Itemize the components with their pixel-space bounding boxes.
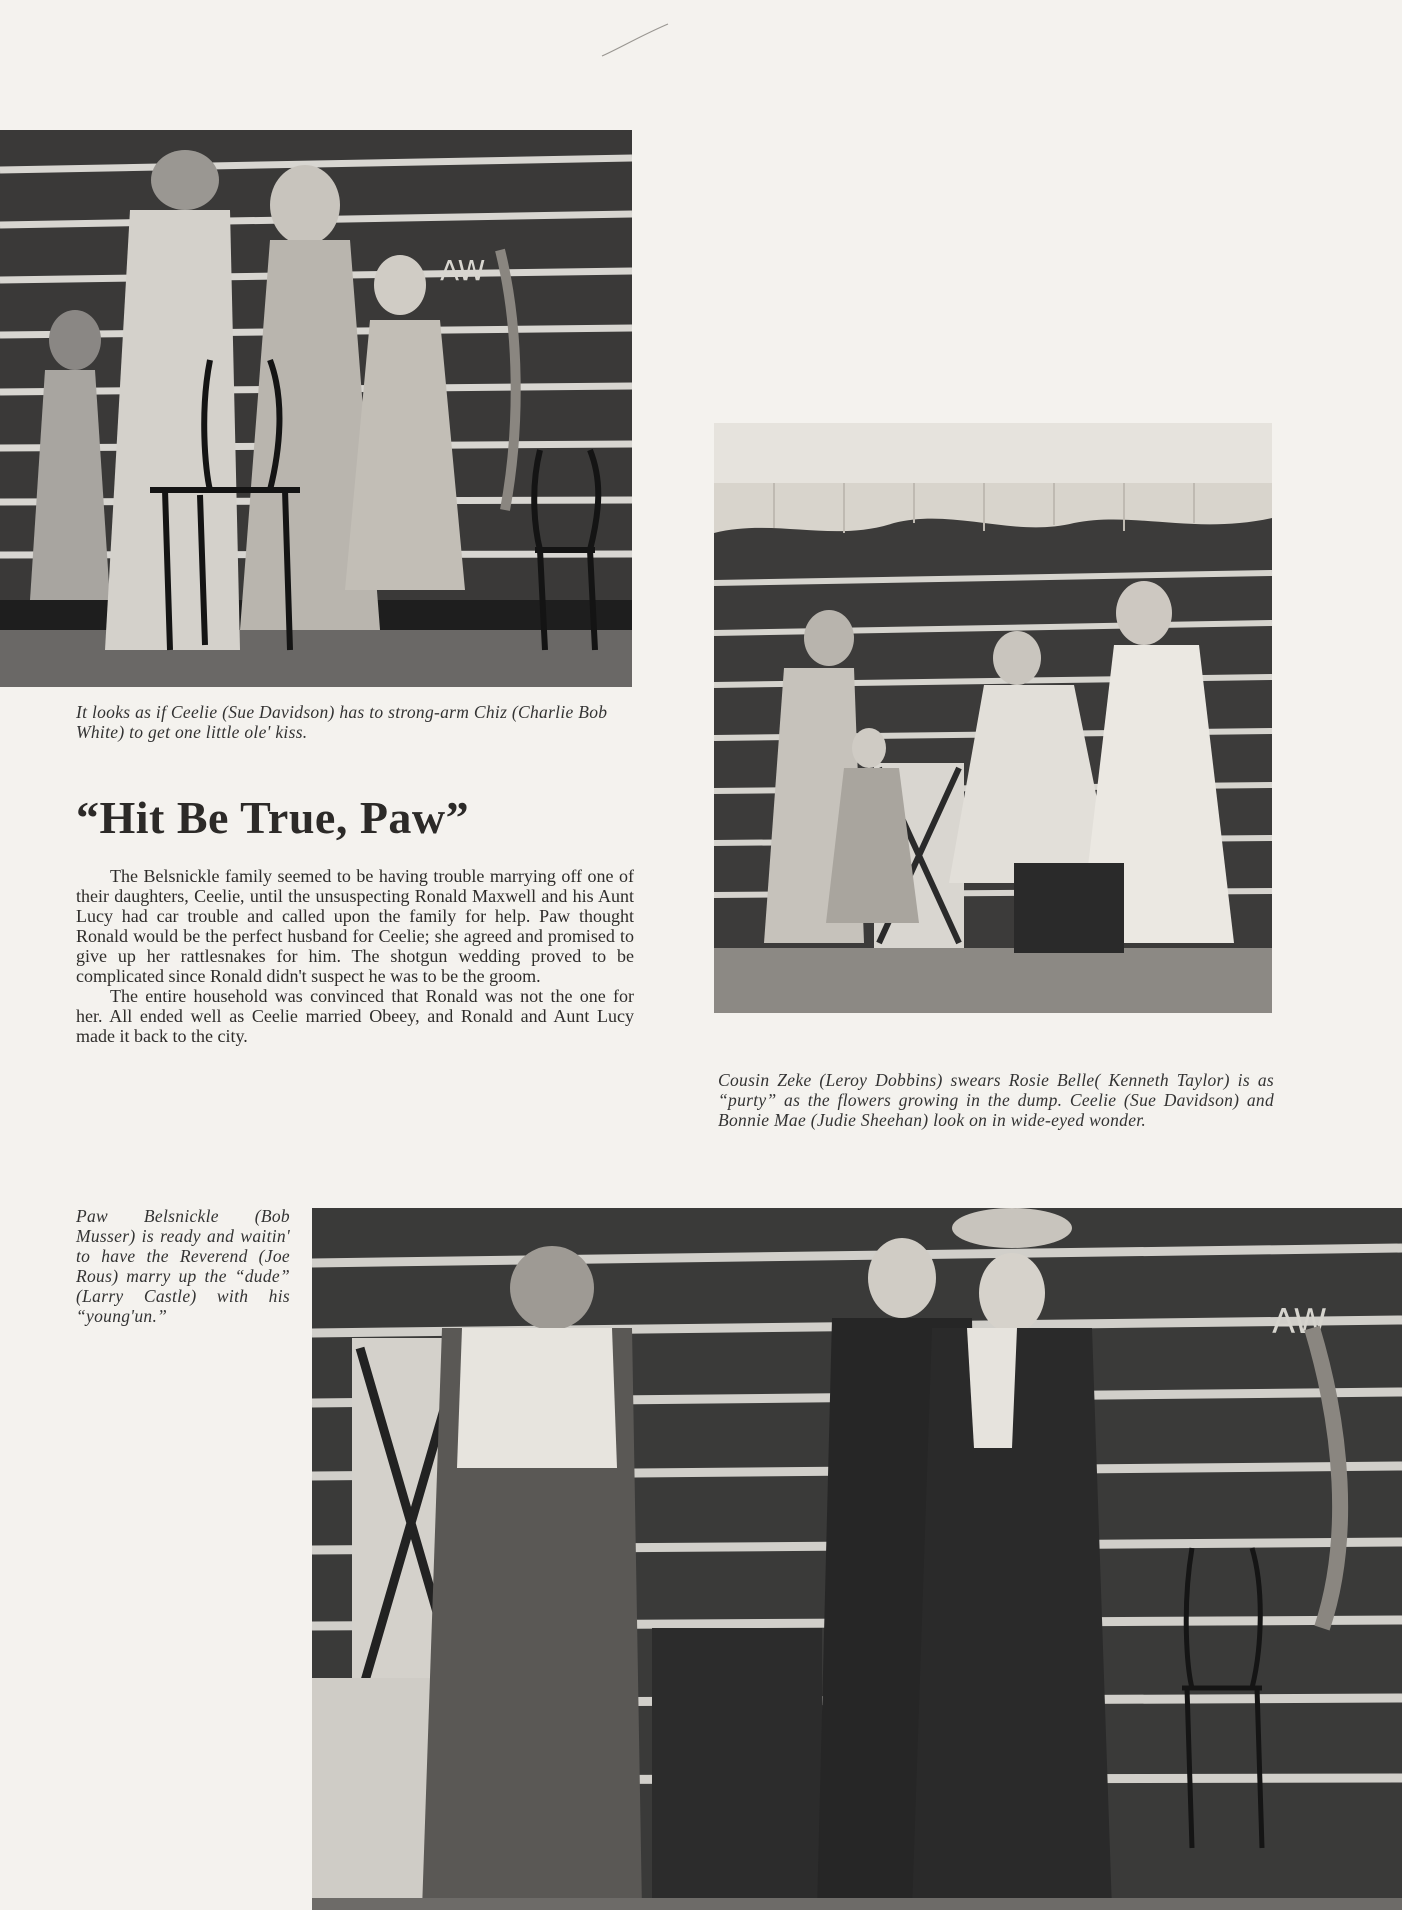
photo-caption: Cousin Zeke (Leroy Dobbins) swears Rosie Belle( Kenneth Taylor) is as “purty” as the flowers growing in the dump. Ceelie (Sue Davidson) and Bonnie Mae (Judie Sheehan) look on in wide-eyed wonder.	[718, 1070, 1274, 1130]
article-paragraph: The entire household was convinced that Ronald was not the one for her. All ended well as Ceelie married Obeey, and Ronald and Aunt Lucy made it back to the city.	[76, 986, 634, 1046]
photo-paw-belsnickle-reverend	[312, 1208, 1402, 1910]
wall-sign-text: AW	[1272, 1302, 1328, 1342]
photo-caption: It looks as if Ceelie (Sue Davidson) has to strong-arm Chiz (Charlie Bob White) to get one little ole' kiss.	[76, 702, 608, 742]
page-title: “Hit Be True, Paw”	[76, 792, 470, 843]
photo-caption: Paw Belsnickle (Bob Musser) is ready and waitin' to have the Reverend (Joe Rous) marry up the “dude” (Larry Castle) with his “young'un.”	[76, 1206, 290, 1326]
photo-cousin-zeke-rosie-belle	[714, 423, 1272, 1013]
article-body	[76, 866, 634, 1046]
wall-sign-text: AW	[440, 254, 486, 287]
article-paragraph: The Belsnickle family seemed to be having trouble marrying off one of their daughters, Ceelie, until the unsuspecting Ronald Maxwell and his Aunt Lucy had car trouble and called upon the family for help. Paw thought Ronald would be the perfect husband for Ceelie; she agreed and promised to give up her rattlesnakes for him. The shotgun wedding proved to be complicated since Ronald didn't suspect he was to be the groom.	[76, 866, 634, 986]
pen-stroke-mark	[600, 20, 670, 60]
photo-ceelie-chiz-kiss	[0, 130, 632, 687]
